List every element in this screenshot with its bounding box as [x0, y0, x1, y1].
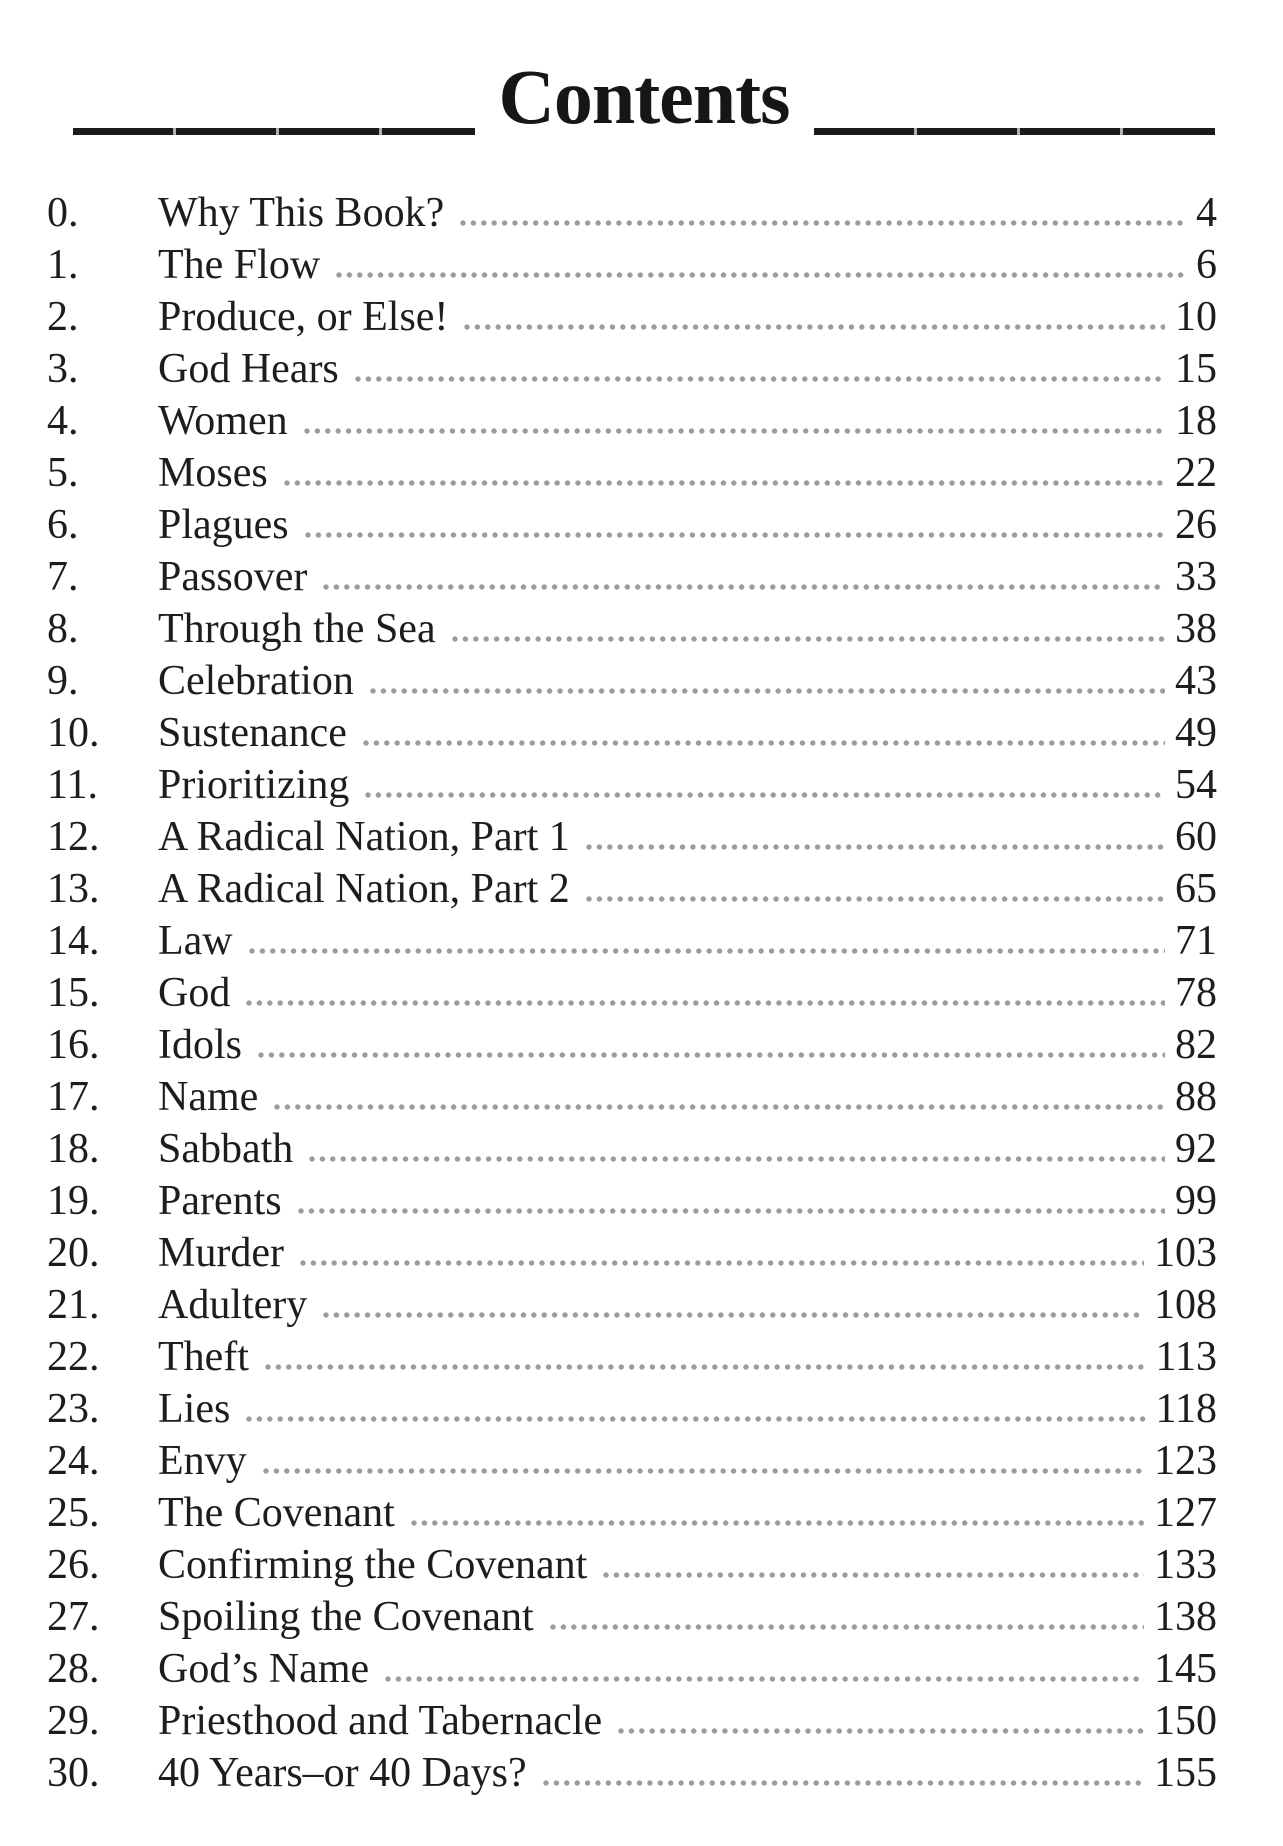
- dot-leader: [265, 1364, 1146, 1370]
- toc-entry: [47, 499, 1217, 551]
- page-number: 103: [1154, 1230, 1217, 1276]
- chapter-title: 40 Years–or 40 Days?: [158, 1750, 527, 1796]
- toc-entry: [47, 1123, 1217, 1175]
- dot-leader: [284, 480, 1165, 486]
- toc-entry: [47, 239, 1217, 291]
- chapter-number: 10.: [47, 710, 100, 756]
- dot-leader: [370, 688, 1165, 694]
- dot-leader: [336, 272, 1186, 278]
- chapter-number: 8.: [47, 606, 79, 652]
- page-number: 108: [1154, 1282, 1217, 1328]
- dot-leader: [305, 532, 1165, 538]
- chapter-number: 24.: [47, 1438, 100, 1484]
- dot-leader: [385, 1676, 1144, 1682]
- dot-leader: [411, 1520, 1144, 1526]
- page-number: 155: [1154, 1750, 1217, 1796]
- page-number: 145: [1154, 1646, 1217, 1692]
- toc-entry: [47, 811, 1217, 863]
- chapter-number: 1.: [47, 242, 79, 288]
- chapter-title: Plagues: [158, 502, 289, 548]
- toc-entry: [47, 603, 1217, 655]
- toc-entry: [47, 759, 1217, 811]
- page-number: 22: [1175, 450, 1217, 496]
- dot-leader: [452, 636, 1165, 642]
- page-number: 26: [1175, 502, 1217, 548]
- page-title: Contents: [498, 53, 790, 140]
- toc-entry: [47, 291, 1217, 343]
- toc-entry: [47, 915, 1217, 967]
- toc-entry: [47, 447, 1217, 499]
- chapter-number: 27.: [47, 1594, 100, 1640]
- title-rule-right: [814, 128, 1216, 135]
- dot-leader: [618, 1728, 1144, 1734]
- toc-entry: [47, 187, 1217, 239]
- chapter-title: Moses: [158, 450, 268, 496]
- dot-leader: [258, 1052, 1165, 1058]
- chapter-title: A Radical Nation, Part 1: [158, 814, 570, 860]
- dot-leader: [586, 896, 1165, 902]
- dot-leader: [464, 324, 1165, 330]
- chapter-title: Women: [158, 398, 288, 444]
- chapter-number: 23.: [47, 1386, 100, 1432]
- title-rule-left: [73, 128, 475, 135]
- dot-leader: [246, 1416, 1145, 1422]
- chapter-number: 3.: [47, 346, 79, 392]
- toc-entry: [47, 1071, 1217, 1123]
- dot-leader: [263, 1468, 1144, 1474]
- chapter-number: 5.: [47, 450, 79, 496]
- page-number: 38: [1175, 606, 1217, 652]
- chapter-title: Passover: [158, 554, 308, 600]
- toc-entry: [47, 1227, 1217, 1279]
- chapter-number: 26.: [47, 1542, 100, 1588]
- chapter-title: The Covenant: [158, 1490, 395, 1536]
- chapter-number: 12.: [47, 814, 100, 860]
- page-number: 71: [1175, 918, 1217, 964]
- chapter-title: God’s Name: [158, 1646, 370, 1692]
- chapter-title: Adultery: [158, 1282, 308, 1328]
- dot-leader: [298, 1208, 1165, 1214]
- dot-leader: [323, 584, 1165, 590]
- page-number: 18: [1175, 398, 1217, 444]
- page-number: 92: [1175, 1126, 1217, 1172]
- toc-entry: [47, 1383, 1217, 1435]
- dot-leader: [323, 1312, 1144, 1318]
- chapter-number: 29.: [47, 1698, 100, 1744]
- page-number: 150: [1154, 1698, 1217, 1744]
- toc-entry: [47, 1279, 1217, 1331]
- dot-leader: [363, 740, 1165, 746]
- chapter-title: Prioritizing: [158, 762, 350, 808]
- toc-entry: [47, 1591, 1217, 1643]
- dot-leader: [300, 1260, 1144, 1266]
- toc-entry: [47, 1695, 1217, 1747]
- page-number: 60: [1175, 814, 1217, 860]
- toc-entry: [47, 1435, 1217, 1487]
- chapter-number: 28.: [47, 1646, 100, 1692]
- chapter-number: 30.: [47, 1750, 100, 1796]
- dot-leader: [309, 1156, 1165, 1162]
- dot-leader: [274, 1104, 1165, 1110]
- page-number: 82: [1175, 1022, 1217, 1068]
- page-number: 99: [1175, 1178, 1217, 1224]
- toc-entry: [47, 1747, 1217, 1799]
- chapter-title: God Hears: [158, 346, 339, 392]
- page-number: 138: [1154, 1594, 1217, 1640]
- chapter-title: Lies: [158, 1386, 231, 1432]
- page-number: 133: [1154, 1542, 1217, 1588]
- chapter-title: Law: [158, 918, 233, 964]
- page-number: 33: [1175, 554, 1217, 600]
- chapter-title: Parents: [158, 1178, 282, 1224]
- chapter-number: 11.: [47, 762, 98, 808]
- page-number: 113: [1155, 1334, 1217, 1380]
- chapter-number: 19.: [47, 1178, 100, 1224]
- chapter-number: 0.: [47, 190, 79, 236]
- page-number: 6: [1196, 242, 1217, 288]
- page-number: 123: [1154, 1438, 1217, 1484]
- toc-entry: [47, 655, 1217, 707]
- chapter-title: Sabbath: [158, 1126, 294, 1172]
- dot-leader: [355, 376, 1165, 382]
- chapter-title: God: [158, 970, 231, 1016]
- chapter-title: Name: [158, 1074, 259, 1120]
- chapter-number: 9.: [47, 658, 79, 704]
- page-number: 43: [1175, 658, 1217, 704]
- chapter-number: 22.: [47, 1334, 100, 1380]
- chapter-number: 21.: [47, 1282, 100, 1328]
- dot-leader: [246, 1000, 1165, 1006]
- dot-leader: [460, 220, 1186, 226]
- toc-entry: [47, 707, 1217, 759]
- toc-list: [47, 187, 1217, 1799]
- chapter-number: 18.: [47, 1126, 100, 1172]
- page-number: 65: [1175, 866, 1217, 912]
- page-number: 10: [1175, 294, 1217, 340]
- toc-entry: [47, 551, 1217, 603]
- chapter-title: Why This Book?: [158, 190, 445, 236]
- dot-leader: [249, 948, 1165, 954]
- chapter-number: 4.: [47, 398, 79, 444]
- page-number: 118: [1155, 1386, 1217, 1432]
- chapter-number: 2.: [47, 294, 79, 340]
- chapter-number: 20.: [47, 1230, 100, 1276]
- dot-leader: [550, 1624, 1144, 1630]
- chapter-number: 17.: [47, 1074, 100, 1120]
- page-number: 88: [1175, 1074, 1217, 1120]
- chapter-title: Idols: [158, 1022, 242, 1068]
- chapter-title: Spoiling the Covenant: [158, 1594, 534, 1640]
- toc-entry: [47, 343, 1217, 395]
- toc-entry: [47, 1019, 1217, 1071]
- chapter-title: Murder: [158, 1230, 284, 1276]
- toc-entry: [47, 1487, 1217, 1539]
- dot-leader: [543, 1780, 1144, 1786]
- page-number: 127: [1154, 1490, 1217, 1536]
- dot-leader: [586, 844, 1165, 850]
- chapter-title: Confirming the Covenant: [158, 1542, 588, 1588]
- toc-entry: [47, 863, 1217, 915]
- chapter-number: 13.: [47, 866, 100, 912]
- chapter-number: 15.: [47, 970, 100, 1016]
- page-number: 4: [1196, 190, 1217, 236]
- dot-leader: [365, 792, 1165, 798]
- page-number: 49: [1175, 710, 1217, 756]
- chapter-title: Sustenance: [158, 710, 347, 756]
- chapter-number: 25.: [47, 1490, 100, 1536]
- chapter-title: Celebration: [158, 658, 354, 704]
- chapter-number: 6.: [47, 502, 79, 548]
- chapter-title: The Flow: [158, 242, 321, 288]
- toc-entry: [47, 1539, 1217, 1591]
- page-number: 78: [1175, 970, 1217, 1016]
- dot-leader: [304, 428, 1165, 434]
- chapter-title: Priesthood and Tabernacle: [158, 1698, 603, 1744]
- page-number: 15: [1175, 346, 1217, 392]
- toc-entry: [47, 1175, 1217, 1227]
- toc-header: [73, 53, 1215, 140]
- toc-entry: [47, 395, 1217, 447]
- chapter-number: 16.: [47, 1022, 100, 1068]
- chapter-title: Envy: [158, 1438, 247, 1484]
- chapter-number: 14.: [47, 918, 100, 964]
- chapter-title: Theft: [158, 1334, 249, 1380]
- toc-entry: [47, 1643, 1217, 1695]
- dot-leader: [603, 1572, 1144, 1578]
- chapter-title: Produce, or Else!: [158, 294, 449, 340]
- toc-entry: [47, 967, 1217, 1019]
- page-number: 54: [1175, 762, 1217, 808]
- chapter-title: A Radical Nation, Part 2: [158, 866, 570, 912]
- toc-entry: [47, 1331, 1217, 1383]
- chapter-title: Through the Sea: [158, 606, 436, 652]
- chapter-number: 7.: [47, 554, 79, 600]
